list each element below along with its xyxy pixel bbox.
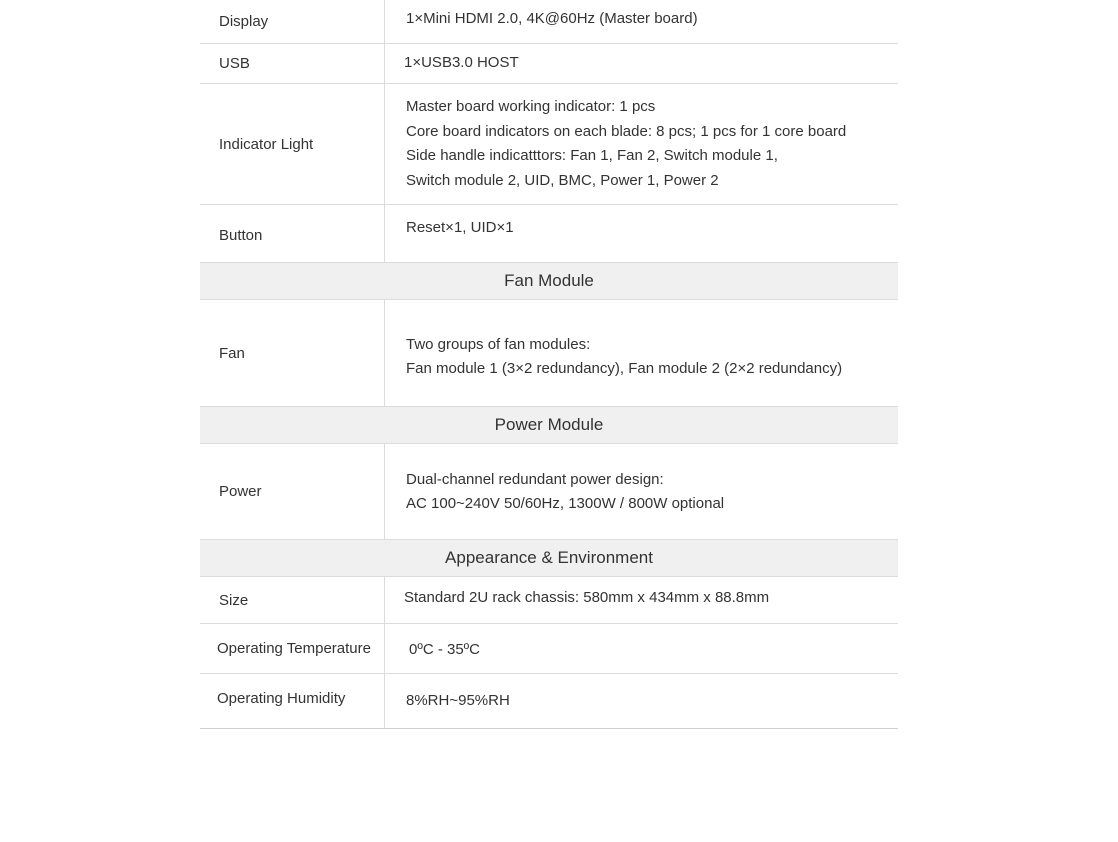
spec-label: Indicator Light xyxy=(200,84,385,204)
spec-label: USB xyxy=(200,44,385,83)
spec-value-line: 1×Mini HDMI 2.0, 4K@60Hz (Master board) xyxy=(406,10,698,27)
spec-value-line: Two groups of fan modules: xyxy=(406,335,591,353)
spec-row-size xyxy=(200,577,898,624)
spec-value xyxy=(385,44,898,83)
spec-row-display xyxy=(200,0,898,44)
spec-label: Size xyxy=(200,577,385,623)
spec-value xyxy=(385,0,898,43)
spec-value-line: Fan module 1 (3×2 redundancy), Fan module 2 (2×2 redundancy) xyxy=(406,360,843,377)
spec-row-fan xyxy=(200,300,898,407)
section-header-power-module: Power Module xyxy=(200,407,898,444)
spec-value xyxy=(385,624,898,673)
spec-label: Display xyxy=(200,0,385,43)
spec-value-line: Dual-channel redundant power design: xyxy=(406,470,664,488)
spec-value-line: Core board indicators on each blade: 8 pcs; 1 pcs for 1 core board xyxy=(406,122,847,140)
spec-label: Button xyxy=(200,205,385,262)
spec-value-line: 0ºC - 35ºC xyxy=(409,641,480,659)
spec-row-usb xyxy=(200,44,898,84)
spec-value xyxy=(385,205,898,262)
spec-value xyxy=(385,84,898,204)
spec-value-line: Switch module 2, UID, BMC, Power 1, Power 2 xyxy=(406,171,719,189)
spec-value-line: Standard 2U rack chassis: 580mm x 434mm x 88.8mm xyxy=(404,588,770,606)
spec-label: Fan xyxy=(200,300,385,406)
spec-value xyxy=(385,577,898,623)
spec-value-line: 1×USB3.0 HOST xyxy=(404,54,519,72)
spec-value-line: Reset×1, UID×1 xyxy=(406,219,514,236)
spec-label: Operating Temperature xyxy=(200,624,385,673)
spec-row-operating-temperature xyxy=(200,624,898,674)
section-header-appearance: Appearance & Environment xyxy=(200,540,898,577)
spec-value-line: Master board working indicator: 1 pcs xyxy=(406,98,656,115)
spec-value-line: AC 100~240V 50/60Hz, 1300W / 800W optional xyxy=(406,495,725,512)
section-header-fan-module: Fan Module xyxy=(200,263,898,300)
spec-label: Power xyxy=(200,444,385,539)
spec-value xyxy=(385,674,898,728)
spec-row-button xyxy=(200,205,898,263)
spec-row-indicator-light xyxy=(200,84,898,205)
spec-row-operating-humidity xyxy=(200,674,898,729)
spec-value-line: 8%RH~95%RH xyxy=(406,691,510,709)
spec-value xyxy=(385,444,898,539)
spec-row-power xyxy=(200,444,898,540)
spec-value xyxy=(385,300,898,406)
spec-label: Operating Humidity xyxy=(200,674,385,728)
spec-value-line: Side handle indicatttors: Fan 1, Fan 2, Switch module 1, xyxy=(406,147,778,164)
spec-table xyxy=(200,0,898,729)
